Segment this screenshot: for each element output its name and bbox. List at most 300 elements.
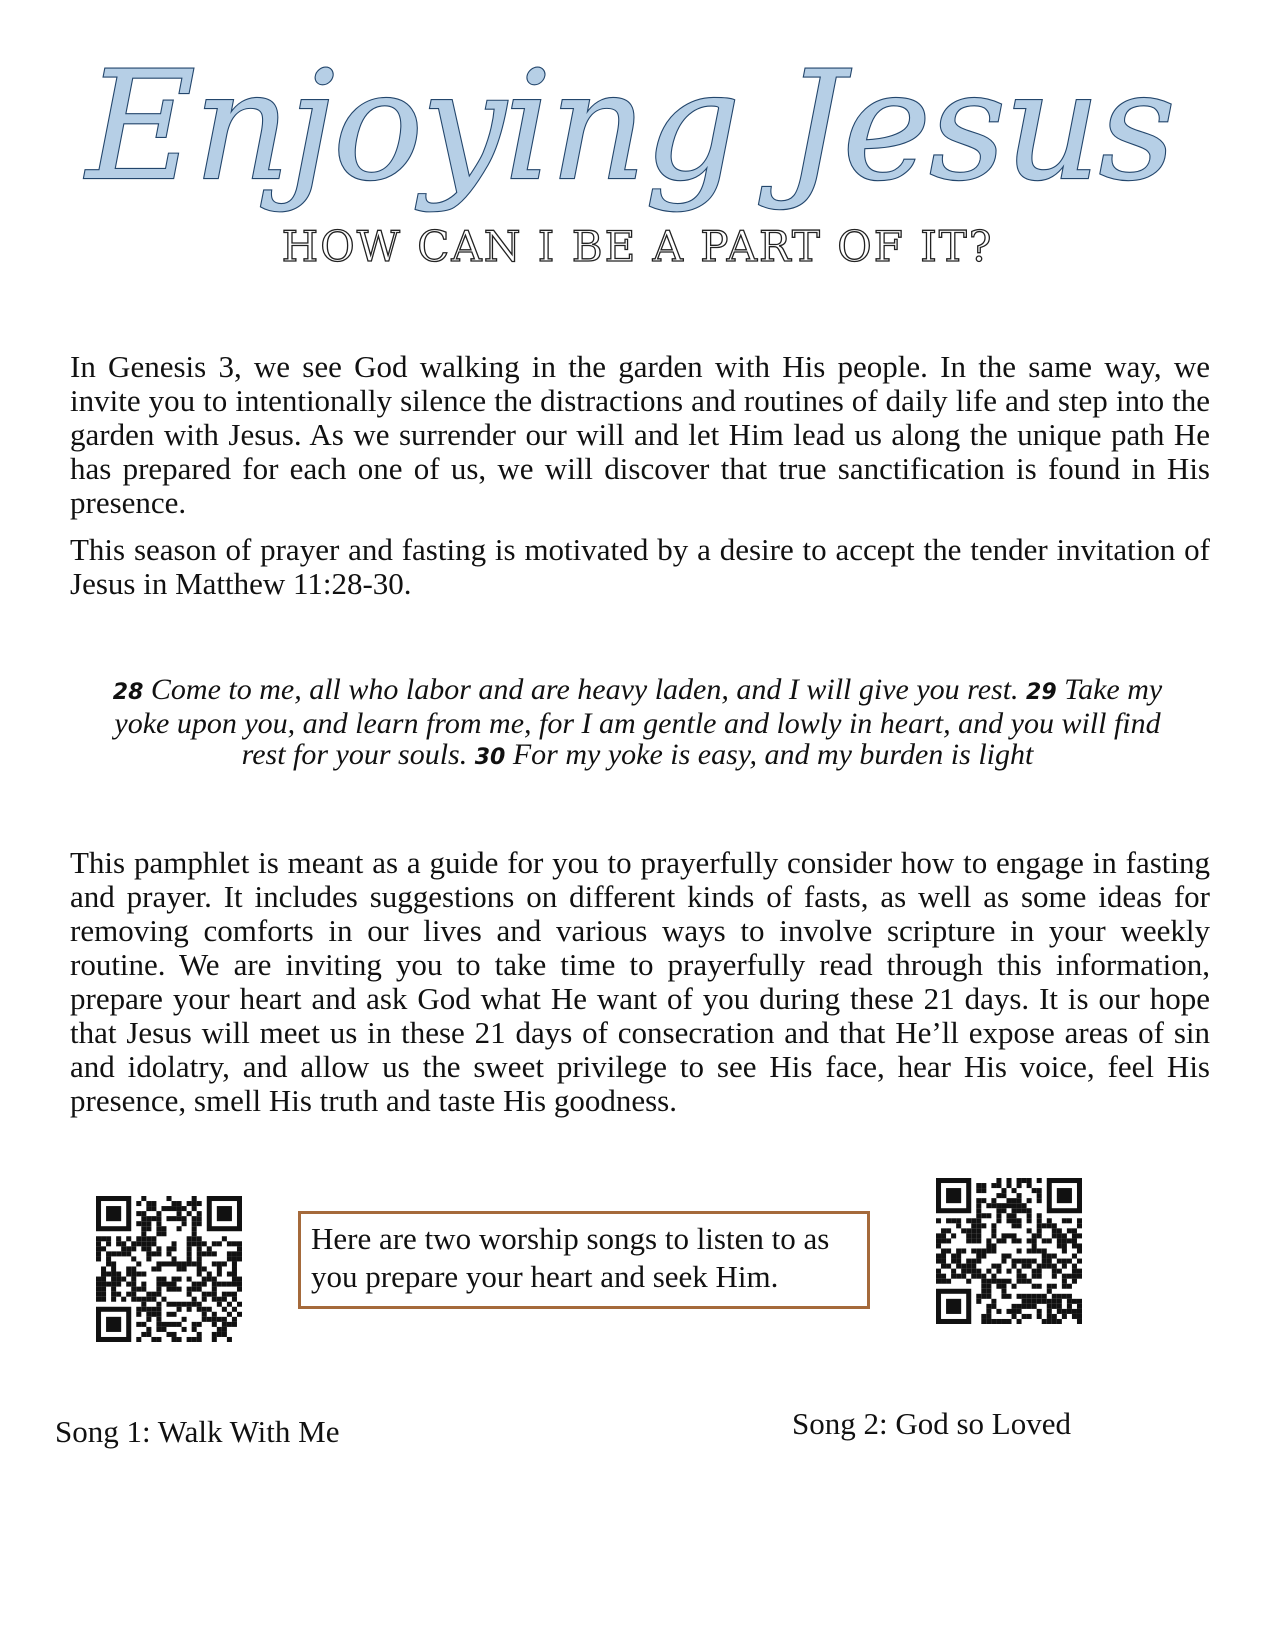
qr-module (237, 1251, 242, 1256)
qr-module (182, 1216, 187, 1221)
qr-module (212, 1261, 217, 1266)
qr-module (1001, 1259, 1006, 1264)
qr-module (946, 1218, 951, 1223)
qr-module (1027, 1183, 1032, 1188)
qr-module (111, 1287, 116, 1292)
qr-module (946, 1279, 951, 1284)
qr-module (1012, 1284, 1017, 1289)
qr-module (136, 1241, 141, 1246)
qr-module (217, 1302, 222, 1307)
qr-module (141, 1196, 146, 1201)
qr-module (121, 1246, 126, 1251)
qr-module (141, 1322, 146, 1327)
qr-module (1037, 1269, 1042, 1274)
qr-module (156, 1251, 161, 1256)
qr-module (961, 1228, 966, 1233)
qr-module (1006, 1218, 1011, 1223)
qr-module (1017, 1294, 1022, 1299)
qr-module (1042, 1264, 1047, 1269)
qr-module (1062, 1294, 1067, 1299)
qr-module (1027, 1264, 1032, 1269)
qr-module (156, 1226, 161, 1231)
qr-module (136, 1337, 141, 1342)
qr-module (1017, 1279, 1022, 1284)
qr-module (111, 1282, 116, 1287)
qr-module (976, 1188, 981, 1193)
qr-module (1022, 1178, 1027, 1183)
qr-module (951, 1274, 956, 1279)
qr-module (136, 1322, 141, 1327)
qr-module (1017, 1248, 1022, 1253)
qr-module (146, 1251, 151, 1256)
qr-module (192, 1231, 197, 1236)
qr-module (217, 1241, 222, 1246)
qr-module (1052, 1269, 1057, 1274)
qr-module (131, 1256, 136, 1261)
qr-module (1022, 1274, 1027, 1279)
qr-module (1001, 1294, 1006, 1299)
qr-module (177, 1322, 182, 1327)
qr-module (1077, 1243, 1082, 1248)
qr-module (1006, 1178, 1011, 1183)
qr-module (166, 1246, 171, 1251)
qr-module (1001, 1279, 1006, 1284)
qr-module (946, 1188, 961, 1203)
qr-module (1037, 1188, 1042, 1193)
qr-module (177, 1211, 182, 1216)
qr-module (961, 1264, 966, 1269)
qr-module (101, 1287, 106, 1292)
qr-module (232, 1317, 237, 1322)
qr-module (202, 1297, 207, 1302)
qr-module (116, 1241, 121, 1246)
qr-module (991, 1299, 996, 1304)
qr-module (1027, 1208, 1032, 1213)
qr-module (227, 1251, 232, 1256)
qr-module (981, 1183, 986, 1188)
qr-module (936, 1243, 941, 1248)
qr-module (182, 1317, 187, 1322)
qr-module (207, 1317, 212, 1322)
qr-module (976, 1248, 981, 1253)
qr-module (976, 1213, 981, 1218)
qr-module (106, 1272, 111, 1277)
qr-module (156, 1246, 161, 1251)
qr-module (106, 1282, 111, 1287)
qr-module (131, 1282, 136, 1287)
qr-module (1062, 1309, 1067, 1314)
qr-module (941, 1254, 946, 1259)
qr-module (1047, 1299, 1052, 1304)
qr-module (212, 1282, 217, 1287)
qr-module (1042, 1319, 1047, 1324)
scripture-quote (110, 674, 1165, 773)
qr-module (1062, 1218, 1067, 1223)
qr-module (1027, 1238, 1032, 1243)
qr-module (161, 1297, 166, 1302)
qr-module (182, 1206, 187, 1211)
qr-module (141, 1236, 146, 1241)
qr-module (182, 1266, 187, 1271)
qr-module (1022, 1203, 1027, 1208)
qr-module (936, 1279, 941, 1284)
qr-module (976, 1259, 981, 1264)
qr-module (1027, 1279, 1032, 1284)
qr-module (1001, 1233, 1006, 1238)
qr-module (202, 1266, 207, 1271)
qr-module (986, 1309, 991, 1314)
qr-module (126, 1292, 131, 1297)
qr-module (96, 1282, 101, 1287)
qr-module (151, 1307, 156, 1312)
qr-module (1077, 1319, 1082, 1324)
qr-module (166, 1302, 171, 1307)
qr-module (1067, 1259, 1072, 1264)
qr-module (156, 1216, 161, 1221)
qr-module (202, 1277, 207, 1282)
qr-module (996, 1319, 1001, 1324)
qr-module (106, 1206, 121, 1221)
qr-module (1022, 1294, 1027, 1299)
qr-module (956, 1248, 961, 1253)
qr-module (101, 1266, 106, 1271)
qr-module (207, 1307, 212, 1312)
qr-module (177, 1261, 182, 1266)
qr-module (212, 1322, 217, 1327)
verse-number: 30 (474, 745, 506, 770)
qr-module (956, 1264, 961, 1269)
qr-module (1052, 1284, 1057, 1289)
qr-module (1042, 1238, 1047, 1243)
qr-module (1077, 1304, 1082, 1309)
qr-module (1017, 1274, 1022, 1279)
qr-module (156, 1277, 161, 1282)
qr-module (991, 1264, 996, 1269)
qr-module (182, 1327, 187, 1332)
qr-module (1032, 1284, 1037, 1289)
qr-module (156, 1292, 161, 1297)
qr-module (156, 1231, 161, 1236)
qr-module (172, 1332, 177, 1337)
qr-module (936, 1259, 941, 1264)
qr-module (197, 1272, 202, 1277)
qr-module (1052, 1264, 1057, 1269)
qr-module (217, 1266, 222, 1271)
qr-module (192, 1206, 197, 1211)
qr-module (1062, 1248, 1067, 1253)
qr-module (131, 1277, 136, 1282)
qr-module (1057, 1319, 1062, 1324)
qr-module (941, 1248, 946, 1253)
qr-module (101, 1246, 106, 1251)
qr-module (956, 1274, 961, 1279)
qr-module (981, 1274, 986, 1279)
qr-module (197, 1221, 202, 1226)
qr-module (1077, 1299, 1082, 1304)
qr-module (1037, 1284, 1042, 1289)
qr-module (1067, 1284, 1072, 1289)
qr-module (1057, 1238, 1062, 1243)
qr-module (202, 1312, 207, 1317)
qr-module (996, 1218, 1001, 1223)
qr-module (192, 1302, 197, 1307)
qr-module (1017, 1218, 1022, 1223)
qr-module (101, 1282, 106, 1287)
qr-module (101, 1292, 106, 1297)
qr-module (101, 1236, 106, 1241)
qr-module (131, 1297, 136, 1302)
qr-module (981, 1284, 986, 1289)
qr-module (116, 1251, 121, 1256)
qr-module (232, 1241, 237, 1246)
qr-module (141, 1241, 146, 1246)
qr-module (1072, 1243, 1077, 1248)
qr-module (1017, 1193, 1022, 1198)
qr-module (146, 1206, 151, 1211)
qr-module (1057, 1188, 1072, 1203)
qr-module (1052, 1274, 1057, 1279)
qr-module (936, 1269, 941, 1274)
qr-module (971, 1233, 976, 1238)
qr-module (1027, 1198, 1032, 1203)
qr-module (1072, 1228, 1077, 1233)
title-svg (86, 28, 1174, 218)
qr-module (936, 1274, 941, 1279)
qr-module (976, 1294, 981, 1299)
qr-module (981, 1213, 986, 1218)
page-title: Enjoying Jesus (86, 40, 1174, 214)
qr-module (202, 1241, 207, 1246)
qr-module (1006, 1319, 1011, 1324)
qr-module (1067, 1238, 1072, 1243)
qr-module (217, 1327, 222, 1332)
qr-module (106, 1236, 111, 1241)
qr-module (111, 1251, 116, 1256)
qr-module (1067, 1274, 1072, 1279)
qr-module (1022, 1264, 1027, 1269)
qr-module (986, 1314, 991, 1319)
qr-module (192, 1327, 197, 1332)
qr-module (141, 1211, 146, 1216)
qr-module (1027, 1294, 1032, 1299)
qr-module (971, 1274, 976, 1279)
qr-module (151, 1241, 156, 1246)
qr-module (141, 1332, 146, 1337)
qr-module (1042, 1248, 1047, 1253)
qr-module (172, 1216, 177, 1221)
qr-module (996, 1203, 1001, 1208)
qr-module (996, 1284, 1001, 1289)
qr-module (187, 1201, 192, 1206)
qr-module (951, 1218, 956, 1223)
qr-module (1012, 1238, 1017, 1243)
qr-module (136, 1287, 141, 1292)
qr-module (136, 1272, 141, 1277)
qr-module (1057, 1233, 1062, 1238)
qr-module (96, 1297, 101, 1302)
qr-module (202, 1251, 207, 1256)
qr-module (1072, 1238, 1077, 1243)
qr-module (232, 1297, 237, 1302)
qr-module (971, 1223, 976, 1228)
qr-module (177, 1277, 182, 1282)
qr-module (991, 1248, 996, 1253)
qr-module (951, 1254, 956, 1259)
qr-module (1037, 1314, 1042, 1319)
qr-module (156, 1221, 161, 1226)
qr-module (981, 1314, 986, 1319)
qr-module (106, 1241, 111, 1246)
qr-module (991, 1223, 996, 1228)
qr-module (941, 1274, 946, 1279)
qr-module (1022, 1314, 1027, 1319)
qr-module (166, 1312, 171, 1317)
qr-module (976, 1218, 981, 1223)
qr-module (217, 1282, 222, 1287)
qr-module (956, 1259, 961, 1264)
qr-module (177, 1226, 182, 1231)
qr-module (966, 1238, 971, 1243)
qr-module (177, 1216, 182, 1221)
qr-module (227, 1312, 232, 1317)
qr-module (951, 1233, 956, 1238)
qr-module (1037, 1248, 1042, 1253)
qr-module (156, 1312, 161, 1317)
qr-module (141, 1221, 146, 1226)
qr-module (1052, 1304, 1057, 1309)
qr-module (177, 1337, 182, 1342)
qr-module (202, 1292, 207, 1297)
qr-module (946, 1264, 951, 1269)
qr-module (981, 1254, 986, 1259)
qr-module (996, 1279, 1001, 1284)
qr-module (971, 1259, 976, 1264)
qr-module (126, 1236, 131, 1241)
qr-module (976, 1203, 981, 1208)
qr-module (1062, 1243, 1067, 1248)
qr-module (1001, 1238, 1006, 1243)
qr-module (182, 1302, 187, 1307)
qr-module (941, 1279, 946, 1284)
qr-module (96, 1236, 101, 1241)
qr-module (1037, 1198, 1042, 1203)
qr-module (981, 1294, 986, 1299)
qr-module (222, 1327, 227, 1332)
qr-module (197, 1251, 202, 1256)
guide-paragraph: This pamphlet is meant as a guide for you to prayerfully consider how to engage in fasting and prayer. It includes suggestions on different kinds of fasts, as well as some ideas for removing comforts in our lives and various ways to involve scripture in your weekly routine. We are inviting you to take time to prayerfully read through this information, prepare your heart and ask God what He want of you during these 21 days. It is our hope that Jesus will meet us in these 21 days of consecration and that He’ll expose areas of sin and idolatry, and allow us the sweet privilege to see His face, hear His voice, feel His presence, smell His truth and taste His goodness. (70, 845, 1210, 1118)
qr-module (192, 1241, 197, 1246)
qr-module (232, 1261, 237, 1266)
intro-paragraph-1: In Genesis 3, we see God walking in the garden with His people. In the same way, we invite you to intentionally silence the distractions and routines of daily life and step into the garden with Jesus. As we surrender our will and let Him lead us along the unique path He has prepared for each one of us, we will discover that true sanctification is found in His presence. (70, 349, 1210, 520)
qr-module (187, 1337, 192, 1342)
qr-module (1037, 1218, 1042, 1223)
qr-code-icon[interactable] (96, 1196, 242, 1342)
qr-module (1012, 1218, 1017, 1223)
qr-module (136, 1307, 141, 1312)
qr-module (1001, 1319, 1006, 1324)
qr-module (166, 1196, 171, 1201)
qr-module (207, 1272, 212, 1277)
qr-module (956, 1254, 961, 1259)
qr-module (106, 1251, 111, 1256)
qr-module (1027, 1178, 1032, 1183)
qr-module (1001, 1284, 1006, 1289)
qr-module (1072, 1274, 1077, 1279)
qr-module (1067, 1228, 1072, 1233)
qr-module (222, 1282, 227, 1287)
qr-module (197, 1211, 202, 1216)
qr-module (1062, 1279, 1067, 1284)
qr-module (237, 1282, 242, 1287)
qr-module (946, 1238, 951, 1243)
qr-module (232, 1256, 237, 1261)
qr-module (166, 1206, 171, 1211)
qr-module (121, 1251, 126, 1256)
qr-module (1037, 1223, 1042, 1228)
qr-module (1042, 1223, 1047, 1228)
qr-module (1012, 1233, 1017, 1238)
qr-module (971, 1248, 976, 1253)
qr-module (971, 1264, 976, 1269)
qr-module (126, 1272, 131, 1277)
qr-module (96, 1241, 101, 1246)
qr-module (177, 1307, 182, 1312)
qr-module (177, 1266, 182, 1271)
qr-module (1012, 1259, 1017, 1264)
qr-module (177, 1201, 182, 1206)
qr-module (976, 1233, 981, 1238)
qr-module (161, 1282, 166, 1287)
qr-module (1027, 1304, 1032, 1309)
qr-module (1037, 1309, 1042, 1314)
qr-module (1001, 1203, 1006, 1208)
qr-module (1047, 1304, 1052, 1309)
qr-module (936, 1238, 941, 1243)
qr-module (986, 1213, 991, 1218)
qr-module (991, 1243, 996, 1248)
qr-module (946, 1299, 961, 1314)
qr-module (996, 1213, 1001, 1218)
qr-module (1017, 1183, 1022, 1188)
qr-module (996, 1269, 1001, 1274)
qr-module (116, 1292, 121, 1297)
qr-module (1047, 1284, 1052, 1289)
qr-module (166, 1261, 171, 1266)
qr-module (141, 1307, 146, 1312)
qr-module (197, 1256, 202, 1261)
qr-module (111, 1277, 116, 1282)
qr-module (1006, 1203, 1011, 1208)
qr-module (976, 1269, 981, 1274)
qr-code-icon[interactable] (936, 1178, 1082, 1324)
qr-module (991, 1183, 996, 1188)
qr-module (232, 1307, 237, 1312)
qr-module (232, 1272, 237, 1277)
qr-module (961, 1248, 966, 1253)
qr-module (1072, 1309, 1077, 1314)
qr-module (1017, 1203, 1022, 1208)
qr-module (1067, 1218, 1072, 1223)
qr-module (222, 1332, 227, 1337)
qr-module (1001, 1188, 1006, 1193)
qr-module (141, 1246, 146, 1251)
song-2-label: Song 2: God so Loved (792, 1406, 1071, 1441)
qr-module (197, 1241, 202, 1246)
qr-module (1067, 1309, 1072, 1314)
qr-module (1032, 1299, 1037, 1304)
qr-module (156, 1282, 161, 1287)
qr-module (232, 1277, 237, 1282)
